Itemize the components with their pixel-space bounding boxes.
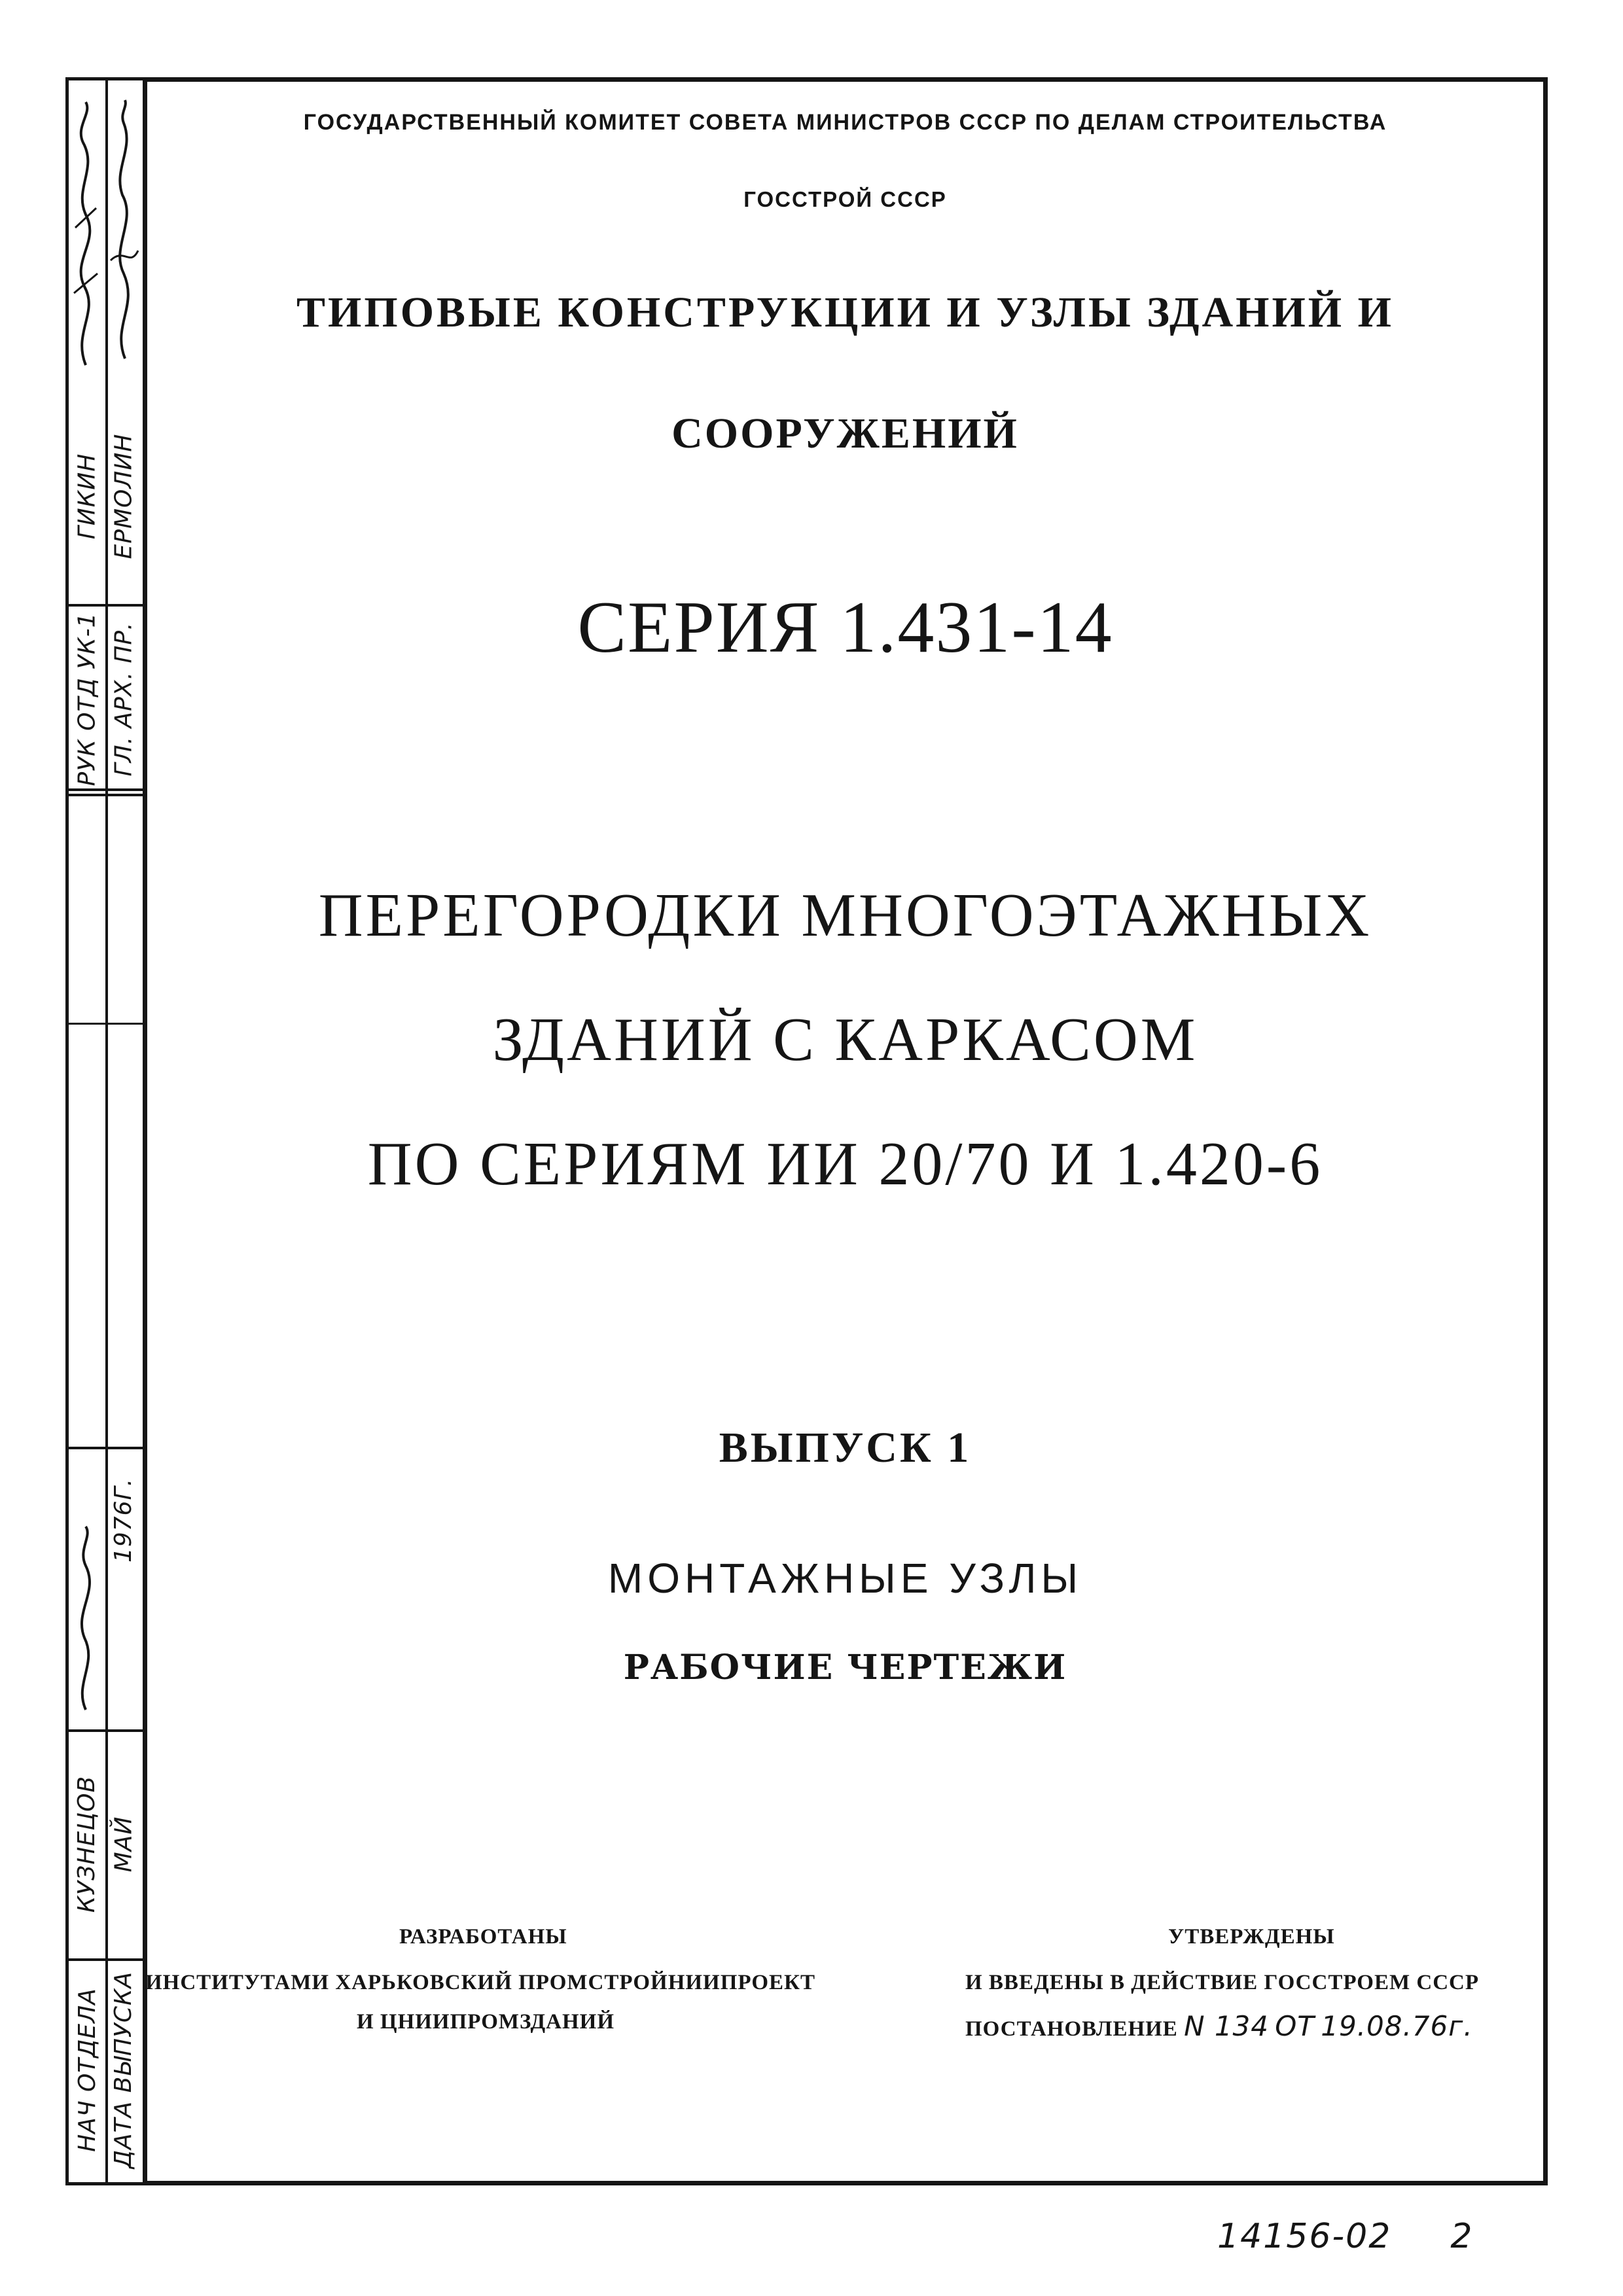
developed-heading: РАЗРАБОТАНЫ — [399, 1925, 567, 1949]
strip-rule — [69, 1023, 143, 1025]
archive-stamp — [1217, 2217, 1473, 2256]
decree-number: N 134 — [1184, 2010, 1269, 2042]
issue-label: ВЫПУСК 1 — [719, 1424, 972, 1472]
decree-date: 19.08.76г. — [1321, 2010, 1473, 2042]
developed-line-1: ИНСТИТУТАМИ ХАРЬКОВСКИЙ ПРОМСТРОЙНИИПРОЕКТ — [145, 1971, 815, 1994]
title-line-1: ТИПОВЫЕ КОНСТРУКЦИИ И УЗЛЫ ЗДАНИЙ И — [296, 289, 1394, 336]
archive-code: 14156-02 — [1217, 2217, 1392, 2256]
strip-cell-ruk: РУК ОТД УК-1 — [73, 612, 101, 786]
strip-cell-kuzn: КУЗНЕЦОВ — [73, 1775, 101, 1913]
document-type: РАБОЧИЕ ЧЕРТЕЖИ — [623, 1648, 1067, 1687]
strip-cell-nach: НАЧ ОТДЕЛА — [73, 1987, 101, 2152]
strip-cell-may: МАЙ — [110, 1816, 137, 1872]
strip-rule — [69, 794, 143, 796]
signature-3-icon — [66, 1520, 105, 1716]
strip-cell-arch: ГЛ. АРХ. ПР. — [110, 621, 137, 777]
strip-rule — [69, 1447, 143, 1449]
signature-2 — [104, 94, 143, 375]
strip-cell-year: 1976Г. — [110, 1477, 137, 1563]
signature-3 — [66, 1520, 105, 1716]
approved-heading: УТВЕРЖДЕНЫ — [1168, 1925, 1335, 1949]
page-number: 2 — [1450, 2217, 1474, 2256]
developed-line-2: И ЦНИИПРОМЗДАНИЙ — [357, 2010, 615, 2034]
heading-line-3: ПО СЕРИЯМ ИИ 20/70 И 1.420-6 — [367, 1130, 1323, 1198]
approved-line-2 — [965, 2010, 1473, 2042]
strip-cell-data: ДАТА ВЫПУСКА — [110, 1971, 137, 2168]
approved-line-1: И ВВЕДЕНЫ В ДЕЙСТВИЕ ГОССТРОЕМ СССР — [965, 1971, 1480, 1994]
decree-date-prefix: ОТ — [1275, 2010, 1315, 2042]
signature-1 — [66, 94, 105, 375]
title-line-2: СООРУЖЕНИЙ — [671, 410, 1019, 457]
signature-1-icon — [66, 97, 105, 372]
signature-strip — [65, 77, 143, 2185]
heading-line-2: ЗДАНИЙ С КАРКАСОМ — [492, 1006, 1198, 1074]
org-line-2: ГОССТРОЙ СССР — [743, 187, 947, 211]
org-line-1: ГОСУДАРСТВЕННЫЙ КОМИТЕТ СОВЕТА МИНИСТРОВ СССР ПО ДЕЛАМ СТРОИТЕЛЬСТВА — [303, 110, 1387, 135]
strip-cell-ermolin: ЕРМОЛИН — [110, 433, 137, 559]
issue-subtitle: МОНТАЖНЫЕ УЗЛЫ — [607, 1555, 1083, 1602]
strip-cell-tikhin: ГИКИН — [73, 453, 101, 539]
heading-line-1: ПЕРЕГОРОДКИ МНОГОЭТАЖНЫХ — [318, 881, 1372, 949]
series-number: СЕРИЯ 1.431-14 — [577, 587, 1113, 668]
decree-prefix: ПОСТАНОВЛЕНИЕ — [965, 2017, 1178, 2041]
signature-2-icon — [104, 97, 143, 372]
